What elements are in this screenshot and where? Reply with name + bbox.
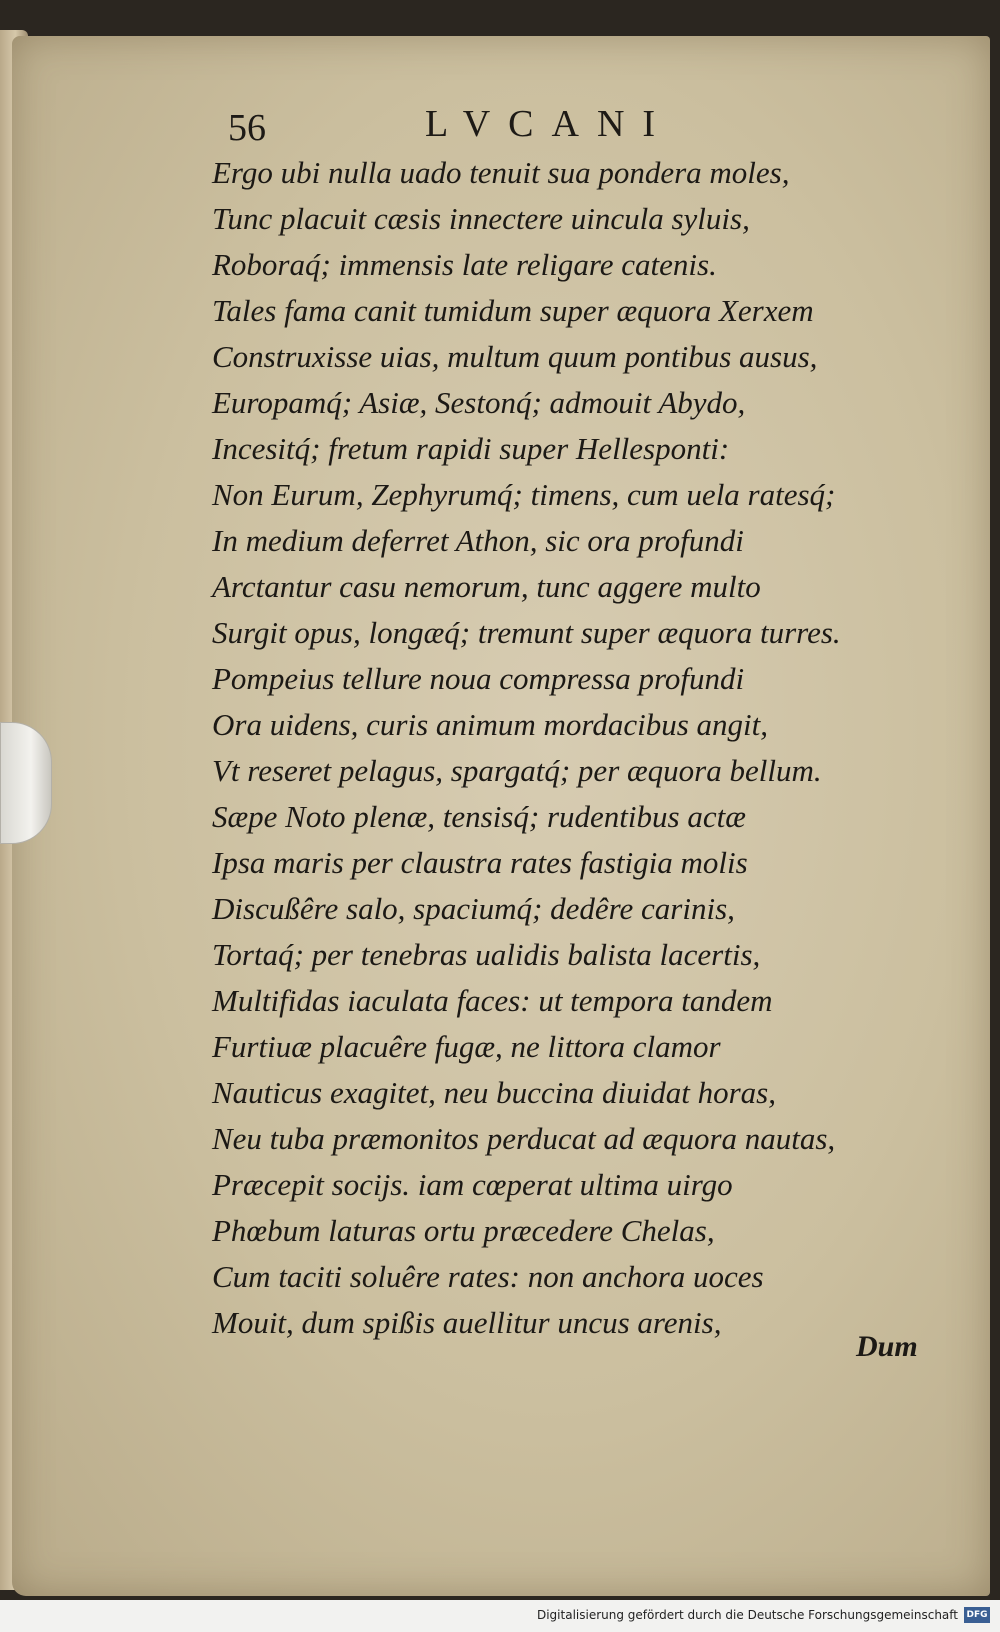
verse-line: Tales fama canit tumidum super æquora Xerxem <box>212 293 814 328</box>
verse-line: Præcepit socijs. iam cœperat ultima uirgo <box>212 1167 733 1202</box>
catchword: Dum <box>856 1330 918 1363</box>
verse-line: Arctantur casu nemorum, tunc aggere multo <box>212 569 761 604</box>
verse-line: Tortaq́; per tenebras ualidis balista lacertis, <box>212 937 761 972</box>
verse-line: Mouit, dum spißis auellitur uncus arenis, <box>212 1305 722 1340</box>
verse-line: Ergo ubi nulla uado tenuit sua pondera moles, <box>212 155 790 190</box>
verse-line: Cum taciti soluêre rates: non anchora uoces <box>212 1259 764 1294</box>
verse-line: Construxisse uias, multum quum pontibus ausus, <box>212 339 818 374</box>
verse-line: Pompeius tellure noua compressa profundi <box>212 661 745 696</box>
verse-line: Surgit opus, longæq́; tremunt super æquora turres. <box>212 615 841 650</box>
verse-line: Sæpe Noto plenæ, tensisq́; rudentibus actæ <box>212 799 746 834</box>
dfg-logo: DFG <box>964 1607 990 1623</box>
verse-line: Non Eurum, Zephyrumq́; timens, cum uela ratesq́; <box>212 477 836 512</box>
verse-line: Incesitq́; fretum rapidi super Hellesponti: <box>212 431 730 466</box>
verse-line: Ipsa maris per claustra rates fastigia molis <box>212 845 748 880</box>
verse-line: Tunc placuit cæsis innectere uincula syluis, <box>212 201 750 236</box>
page-header <box>0 100 1000 150</box>
verse-line: Neu tuba præmonitos perducat ad æquora nautas, <box>212 1121 836 1156</box>
verse-line: Phœbum laturas ortu præcedere Chelas, <box>212 1213 715 1248</box>
running-head: LVCANI <box>425 103 674 145</box>
verse-line: Vt reseret pelagus, spargatq́; per æquora bellum. <box>212 753 822 788</box>
funding-credit: Digitalisierung gefördert durch die Deutsche Forschungsgemeinschaft <box>536 1608 958 1622</box>
verse-line: Europamq́; Asiæ, Sestonq́; admouit Abydo, <box>212 385 746 420</box>
footer-bar <box>0 1600 1000 1632</box>
page-number: 56 <box>228 107 266 149</box>
verse-line: In medium deferret Athon, sic ora profundi <box>212 523 744 558</box>
verse-line: Nauticus exagitet, neu buccina diuidat horas, <box>212 1075 776 1110</box>
verse-line: Furtiuæ placuêre fugæ, ne littora clamor <box>212 1029 721 1064</box>
verse-line: Multifidas iaculata faces: ut tempora tandem <box>212 983 773 1018</box>
verse-line: Ora uidens, curis animum mordacibus angit, <box>212 707 768 742</box>
verse-block <box>212 150 912 1346</box>
verse-line: Discußêre salo, spaciumq́; dedêre carinis, <box>212 891 735 926</box>
page-clip <box>0 722 52 844</box>
verse-line: Roboraq́; immensis late religare catenis. <box>212 247 717 282</box>
